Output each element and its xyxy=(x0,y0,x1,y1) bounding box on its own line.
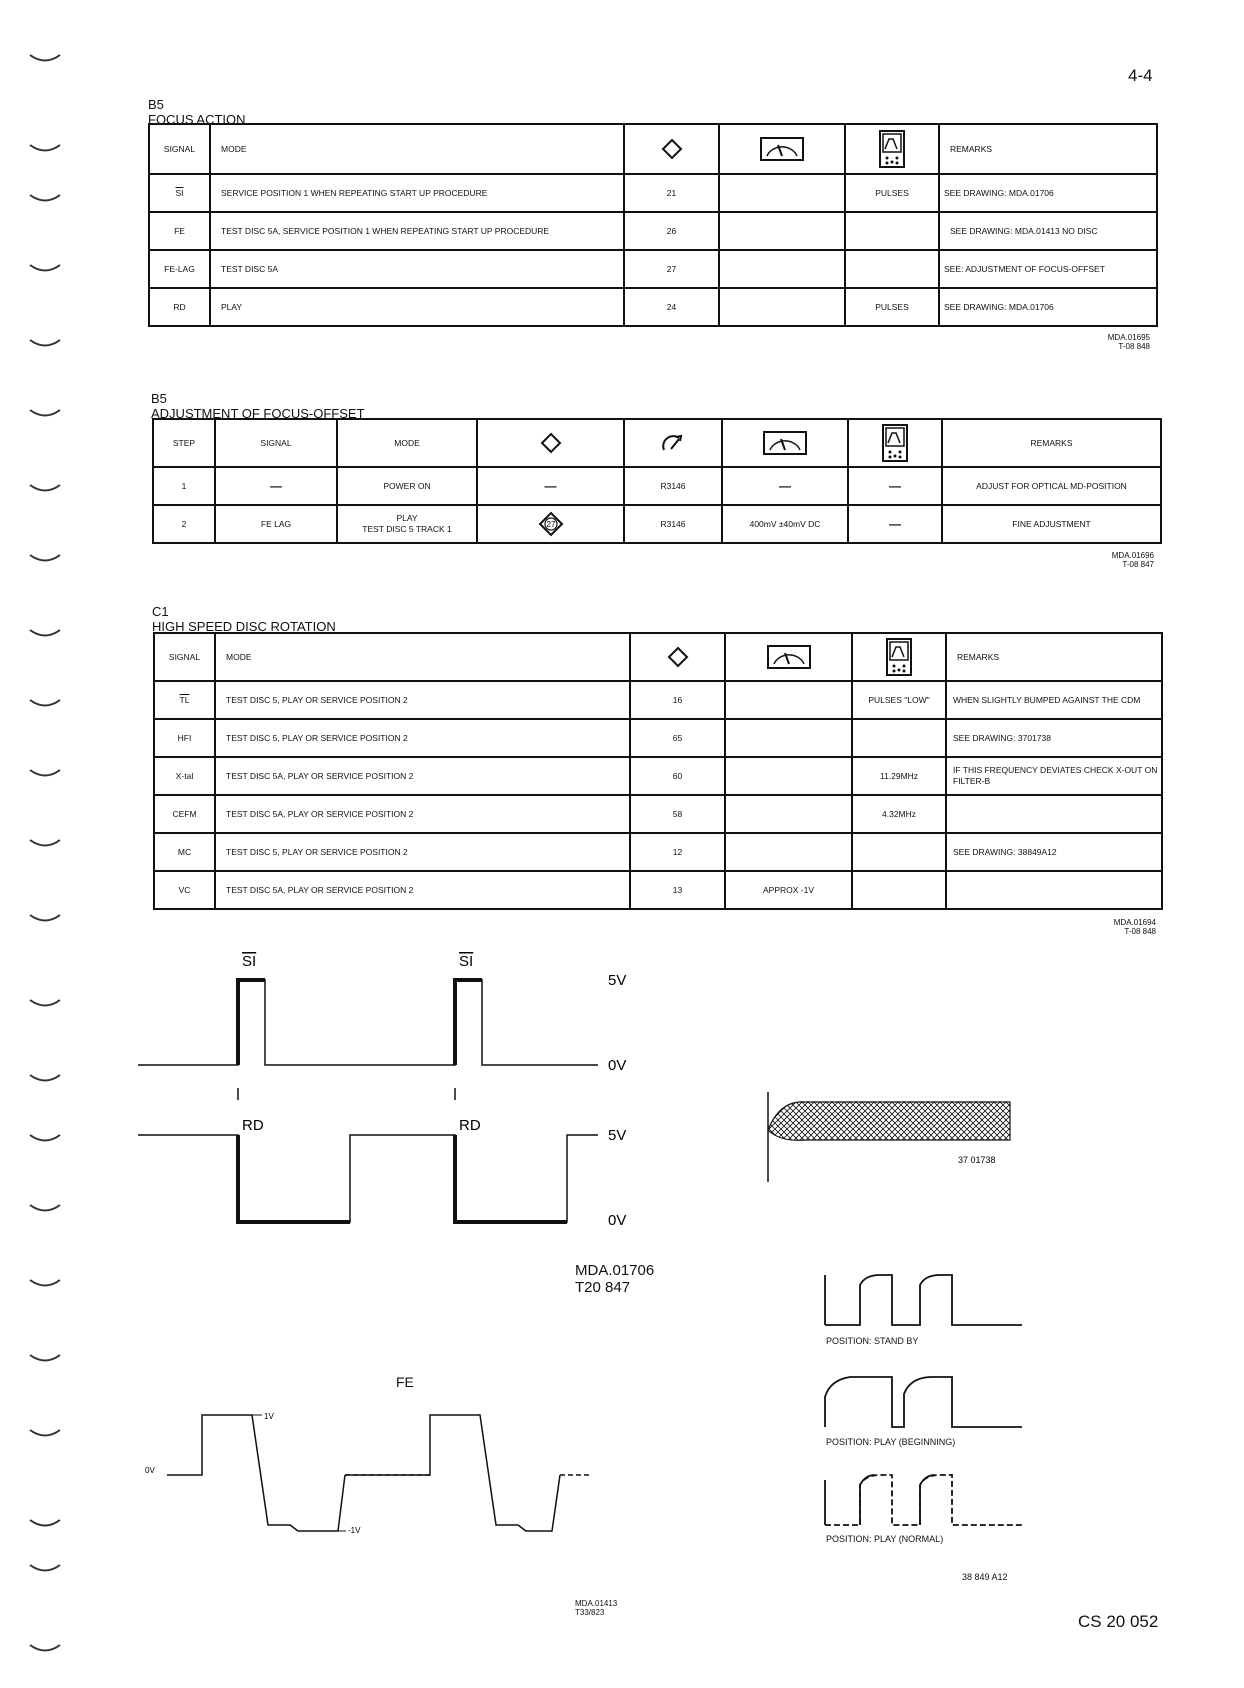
header-step: STEP xyxy=(153,419,215,467)
pin-cell xyxy=(477,505,624,543)
signal-name: FE-LAG xyxy=(149,250,210,288)
mode-cell: TEST DISC 5A, PLAY OR SERVICE POSITION 2 xyxy=(215,757,630,795)
fe-waveform xyxy=(345,1415,560,1531)
si-pulse-edge xyxy=(455,980,482,1065)
scope-cell: 11.29MHz xyxy=(852,757,946,795)
level-m1v-label: -1V xyxy=(348,1526,361,1535)
hole-mark xyxy=(30,1565,60,1571)
mode-cell: POWER ON xyxy=(337,467,477,505)
table-row xyxy=(149,250,1157,288)
level-0v-label: 0V xyxy=(608,1212,627,1229)
fe-figure-title: FE xyxy=(396,1374,414,1390)
rd-pulse-edge xyxy=(455,1135,567,1222)
hole-mark xyxy=(30,1135,60,1141)
remarks-cell: FINE ADJUSTMENT xyxy=(942,505,1161,543)
remarks-cell xyxy=(946,871,1162,909)
scope-cell xyxy=(845,250,939,288)
mode-line: PLAY xyxy=(396,513,418,523)
header-scope xyxy=(848,419,942,467)
header-meter xyxy=(725,633,852,681)
mode-cell: TEST DISC 5A, PLAY OR SERVICE POSITION 2 xyxy=(215,871,630,909)
meter-cell xyxy=(719,174,845,212)
section-title: HIGH SPEED DISC ROTATION xyxy=(152,619,336,634)
hole-mark xyxy=(30,145,60,151)
potentiometer-adjust-icon xyxy=(659,432,687,454)
si-pulse-edge xyxy=(238,980,265,1065)
hole-mark xyxy=(30,1355,60,1361)
section-title: FOCUS ACTION xyxy=(148,112,246,127)
si-waveform xyxy=(138,980,598,1065)
signal-cell: FE LAG xyxy=(215,505,337,543)
signal-name: $\overline{TL}$ xyxy=(179,694,190,705)
ref-line: T-08 848 xyxy=(1124,927,1156,936)
meter-cell xyxy=(725,833,852,871)
level-0v-label: 0V xyxy=(145,1466,155,1475)
remarks-cell: ADJUST FOR OPTICAL MD-POSITION xyxy=(942,467,1161,505)
hole-mark xyxy=(30,1000,60,1006)
rd-label: RD xyxy=(242,1117,264,1134)
oscilloscope-icon xyxy=(881,423,909,463)
meter-icon xyxy=(762,430,808,456)
hole-mark xyxy=(30,195,60,201)
remarks-cell: SEE DRAWING: MDA.01706 xyxy=(939,174,1157,212)
hfi-eye-pattern xyxy=(768,1102,1010,1140)
hfi-eye-pattern-diagram xyxy=(760,1090,1020,1190)
pin-cell: 21 xyxy=(624,174,719,212)
scope-cell: PULSES xyxy=(845,174,939,212)
hole-mark xyxy=(30,700,60,706)
binder-hole-marks xyxy=(0,0,80,1688)
oscilloscope-icon xyxy=(885,637,913,677)
step-cell: 1 xyxy=(153,467,215,505)
signal-cell: — xyxy=(215,467,337,505)
hole-mark xyxy=(30,55,60,61)
level-5v-label: 5V xyxy=(608,1127,627,1144)
hole-mark xyxy=(30,555,60,561)
remarks-cell: SEE DRAWING: 38849A12 xyxy=(946,833,1162,871)
mode-cell: PLAY xyxy=(210,288,624,326)
mode-cell: SERVICE POSITION 1 WHEN REPEATING START UP PROCEDURE xyxy=(210,174,624,212)
ref-line: MDA.01696 xyxy=(1111,551,1154,560)
diamond-pin-marker xyxy=(538,511,564,537)
section-code: B5 xyxy=(151,391,167,406)
signal-name: FE xyxy=(149,212,210,250)
adjust-cell: R3146 xyxy=(624,467,722,505)
remarks-cell: WHEN SLIGHTLY BUMPED AGAINST THE CDM xyxy=(946,681,1162,719)
remarks-cell: SEE DRAWING: MDA.01413 NO DISC xyxy=(939,212,1157,250)
scope-cell: — xyxy=(848,467,942,505)
table-row xyxy=(154,681,1162,719)
table-row xyxy=(149,174,1157,212)
section-code: C1 xyxy=(152,604,169,619)
hole-mark xyxy=(30,410,60,416)
scope-cell xyxy=(852,871,946,909)
drawing-ref xyxy=(1054,551,1154,569)
hole-mark xyxy=(30,770,60,776)
hole-mark xyxy=(30,265,60,271)
signal-name: RD xyxy=(149,288,210,326)
ref-line: MDA.01694 xyxy=(1113,918,1156,927)
ref-line: MDA.01695 xyxy=(1107,333,1150,342)
adjust-cell: R3146 xyxy=(624,505,722,543)
high-speed-disc-rotation-table xyxy=(153,632,1163,910)
pin-cell: 24 xyxy=(624,288,719,326)
ref-line: T33/823 xyxy=(575,1608,605,1617)
signal-name: $\overline{SI}$ xyxy=(175,187,184,198)
table-row xyxy=(149,212,1157,250)
pin-cell: 60 xyxy=(630,757,725,795)
meter-cell xyxy=(719,250,845,288)
header-pin xyxy=(630,633,725,681)
table-header-row xyxy=(154,633,1162,681)
focus-action-table xyxy=(148,123,1158,327)
mode-cell: TEST DISC 5A xyxy=(210,250,624,288)
mc-waveform-play-beginning xyxy=(820,1372,1030,1432)
meter-cell: APPROX -1V xyxy=(725,871,852,909)
drawing-ref xyxy=(575,1599,617,1617)
header-mode: MODE xyxy=(337,419,477,467)
drawing-ref xyxy=(1050,333,1150,351)
level-p1v-label: 1V xyxy=(264,1412,274,1421)
table-row xyxy=(154,871,1162,909)
pin-cell: 12 xyxy=(630,833,725,871)
header-adjust xyxy=(624,419,722,467)
pin-cell: 27 xyxy=(624,250,719,288)
meter-cell xyxy=(719,288,845,326)
signal-name: MC xyxy=(154,833,215,871)
mode-cell: TEST DISC 5, PLAY OR SERVICE POSITION 2 xyxy=(215,719,630,757)
mc-caption: POSITION: STAND BY xyxy=(826,1336,919,1346)
fe-waveform-diagram xyxy=(140,1395,660,1555)
signal-name: CEFM xyxy=(154,795,215,833)
table-row xyxy=(154,795,1162,833)
meter-icon xyxy=(759,136,805,162)
table-header-row xyxy=(153,419,1161,467)
scope-cell: PULSES "LOW" xyxy=(852,681,946,719)
hole-mark xyxy=(30,915,60,921)
meter-cell: — xyxy=(722,467,848,505)
remarks-cell: SEE DRAWING: MDA.01706 xyxy=(939,288,1157,326)
pin-cell: 16 xyxy=(630,681,725,719)
pin-cell: — xyxy=(477,467,624,505)
page-number: 4-4 xyxy=(1128,66,1153,85)
scope-cell: — xyxy=(848,505,942,543)
section-code: B5 xyxy=(148,97,164,112)
signal-name: HFI xyxy=(154,719,215,757)
pin-cell: 65 xyxy=(630,719,725,757)
step-cell: 2 xyxy=(153,505,215,543)
drawing-ref: 37 01738 xyxy=(958,1155,996,1165)
mc-waveform-play-normal xyxy=(820,1470,1030,1530)
signal-name: VC xyxy=(154,871,215,909)
mode-cell: TEST DISC 5, PLAY OR SERVICE POSITION 2 xyxy=(215,833,630,871)
hole-mark xyxy=(30,1645,60,1651)
drawing-ref xyxy=(575,1262,654,1296)
scope-cell: 4.32MHz xyxy=(852,795,946,833)
table-row xyxy=(154,833,1162,871)
rd-pulse-edge xyxy=(238,1135,350,1222)
hole-mark xyxy=(30,340,60,346)
table-row xyxy=(154,757,1162,795)
header-remarks: REMARKS xyxy=(946,633,1162,681)
header-signal: SIGNAL xyxy=(149,124,210,174)
ref-line: T20 847 xyxy=(575,1279,631,1296)
focus-offset-adjustment-table xyxy=(152,418,1162,544)
header-pin xyxy=(624,124,719,174)
header-mode: MODE xyxy=(210,124,624,174)
meter-cell xyxy=(725,795,852,833)
mode-cell: TEST DISC 5A, SERVICE POSITION 1 WHEN REPEATING START UP PROCEDURE xyxy=(210,212,624,250)
table-row xyxy=(154,719,1162,757)
hole-mark xyxy=(30,1075,60,1081)
drawing-ref xyxy=(1056,918,1156,936)
hole-mark xyxy=(30,1205,60,1211)
header-signal: SIGNAL xyxy=(154,633,215,681)
mode-line: TEST DISC 5 TRACK 1 xyxy=(362,524,452,534)
remarks-cell: SEE DRAWING: 3701738 xyxy=(946,719,1162,757)
level-5v-label: 5V xyxy=(608,972,627,989)
mode-cell: TEST DISC 5A, PLAY OR SERVICE POSITION 2 xyxy=(215,795,630,833)
rd-label: RD xyxy=(459,1117,481,1134)
hole-mark xyxy=(30,840,60,846)
pin-number: 27 xyxy=(546,520,555,529)
mc-caption: POSITION: PLAY (BEGINNING) xyxy=(826,1437,956,1447)
meter-cell xyxy=(725,719,852,757)
remarks-cell xyxy=(946,795,1162,833)
hole-mark xyxy=(30,1430,60,1436)
mc-caption: POSITION: PLAY (NORMAL) xyxy=(826,1534,944,1544)
ref-line: MDA.01706 xyxy=(575,1262,655,1279)
rd-waveform xyxy=(138,1135,598,1222)
diamond-pin-icon xyxy=(661,138,683,160)
table-row xyxy=(149,288,1157,326)
document-code: CS 20 052 xyxy=(1078,1612,1159,1631)
header-mode: MODE xyxy=(215,633,630,681)
meter-cell xyxy=(719,212,845,250)
hole-mark xyxy=(30,630,60,636)
ref-line: T-08 847 xyxy=(1122,560,1154,569)
mode-cell xyxy=(337,505,477,543)
pin-cell: 58 xyxy=(630,795,725,833)
si-label: SI xyxy=(242,953,257,970)
mc-waveform-standby xyxy=(820,1270,1030,1330)
section-title: ADJUSTMENT OF FOCUS-OFFSET xyxy=(151,406,365,421)
fe-waveform xyxy=(167,1415,345,1531)
si-label: SI xyxy=(459,953,474,970)
pin-cell: 13 xyxy=(630,871,725,909)
mode-cell: TEST DISC 5, PLAY OR SERVICE POSITION 2 xyxy=(215,681,630,719)
ref-line: MDA.01413 xyxy=(575,1599,618,1608)
remarks-cell: IF THIS FREQUENCY DEVIATES CHECK X-OUT ON FILTER-B xyxy=(946,757,1162,795)
si-rd-waveform-diagram xyxy=(130,940,650,1240)
level-0v-label: 0V xyxy=(608,1057,627,1074)
oscilloscope-icon xyxy=(878,129,906,169)
diamond-pin-icon xyxy=(667,646,689,668)
drawing-ref: 38 849 A12 xyxy=(962,1572,1008,1582)
scope-cell xyxy=(845,212,939,250)
meter-cell xyxy=(725,757,852,795)
meter-cell: 400mV ±40mV DC xyxy=(722,505,848,543)
meter-icon xyxy=(766,644,812,670)
pin-cell: 26 xyxy=(624,212,719,250)
ref-line: T-08 848 xyxy=(1118,342,1150,351)
diamond-pin-icon xyxy=(540,432,562,454)
header-meter xyxy=(722,419,848,467)
scope-cell xyxy=(852,719,946,757)
hole-mark xyxy=(30,1280,60,1286)
header-scope xyxy=(852,633,946,681)
remarks-cell: SEE: ADJUSTMENT OF FOCUS-OFFSET xyxy=(939,250,1157,288)
hole-mark xyxy=(30,485,60,491)
header-pin xyxy=(477,419,624,467)
header-remarks: REMARKS xyxy=(939,124,1157,174)
scope-cell: PULSES xyxy=(845,288,939,326)
header-meter xyxy=(719,124,845,174)
scope-cell xyxy=(852,833,946,871)
hole-mark xyxy=(30,1520,60,1526)
table-header-row xyxy=(149,124,1157,174)
header-signal: SIGNAL xyxy=(215,419,337,467)
table-row xyxy=(153,467,1161,505)
meter-cell xyxy=(725,681,852,719)
table-row xyxy=(153,505,1161,543)
header-remarks: REMARKS xyxy=(942,419,1161,467)
header-scope xyxy=(845,124,939,174)
signal-name: X-tal xyxy=(154,757,215,795)
